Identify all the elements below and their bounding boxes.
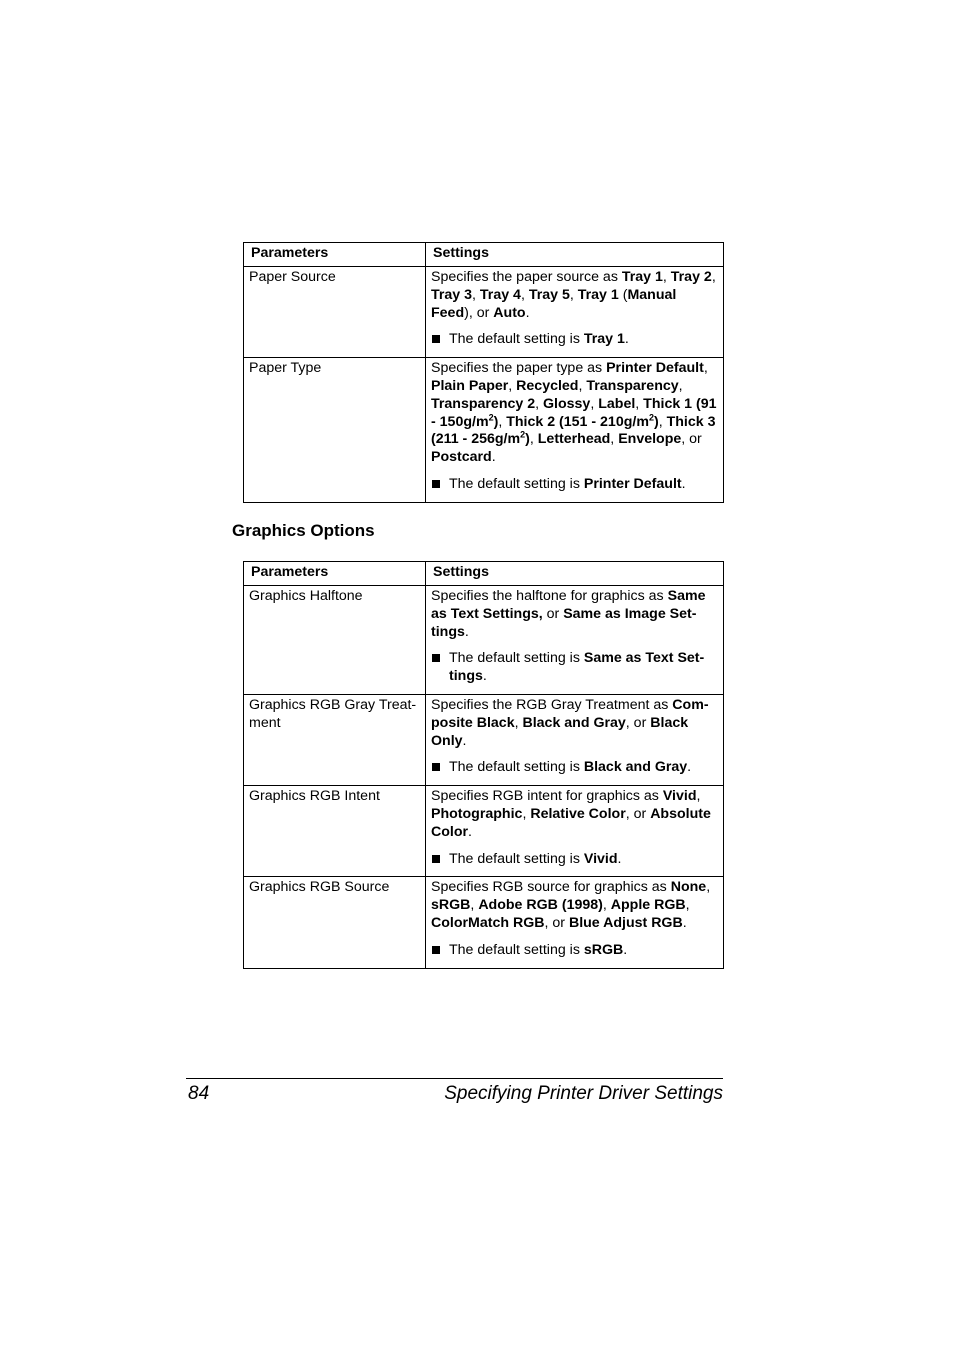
parameter-cell: Graphics RGB Intent — [244, 786, 426, 877]
text-run: , — [590, 395, 599, 412]
text-run: . — [525, 304, 530, 321]
bold-text: Letterhead — [537, 431, 611, 448]
bold-text: Blue Adjust RGB — [568, 914, 683, 931]
default-value: Black and Gray — [583, 759, 688, 776]
graphics-options-table — [243, 561, 724, 969]
bold-text: Tray 4 — [479, 286, 521, 303]
chapter-title: Specifying Printer Driver Settings — [444, 1083, 723, 1104]
column-header-settings: Settings — [426, 562, 724, 586]
bold-text: Thick 1 (91 - 150g/m — [431, 395, 717, 430]
settings-cell — [426, 586, 724, 695]
bold-text: Manual Feed — [431, 286, 677, 321]
column-header-settings: Settings — [426, 243, 724, 267]
parameter-cell: Graphics RGB Source — [244, 877, 426, 968]
text-run: . — [464, 623, 469, 640]
default-setting-note: The default setting is Same as Text Set-tings. — [431, 650, 717, 686]
default-value: Vivid — [583, 850, 618, 867]
bold-text: Com-posite Black — [431, 696, 709, 731]
bold-text: Absolute Color — [431, 805, 711, 840]
settings-cell — [426, 358, 724, 503]
bold-text: ) — [493, 413, 499, 430]
bold-text: Photographic — [431, 805, 523, 822]
parameter-cell: Paper Type — [244, 358, 426, 503]
text-run: , — [703, 360, 708, 377]
superscript-text: 2 — [488, 411, 494, 422]
bold-text: ColorMatch RGB — [431, 914, 545, 931]
settings-cell — [426, 267, 724, 358]
text-run: , — [678, 377, 683, 394]
default-value: Tray 1 — [583, 331, 625, 348]
text-run: , — [685, 897, 690, 914]
settings-cell — [426, 786, 724, 877]
text-run: Specifies the RGB Gray Treatment as — [431, 696, 673, 713]
column-header-parameters: Parameters — [244, 243, 426, 267]
superscript-text: 2 — [520, 429, 526, 440]
page-number: 84 — [188, 1083, 210, 1104]
bold-text: Printer Default — [606, 360, 704, 377]
default-setting-note: The default setting is sRGB. — [431, 942, 717, 960]
bold-text: Postcard — [431, 449, 492, 466]
text-run: , or — [625, 714, 651, 731]
text-run: Specifies the paper source as — [431, 269, 622, 285]
section-heading: Graphics Options — [232, 521, 375, 540]
setting-description — [431, 360, 717, 467]
text-run: , — [472, 286, 480, 303]
table-header-row — [244, 243, 724, 267]
table-header-row — [244, 562, 724, 586]
text-run: , — [508, 377, 517, 394]
bold-text: None — [670, 879, 707, 896]
text-run: , — [569, 286, 578, 303]
settings-cell — [426, 694, 724, 785]
settings-cell — [426, 877, 724, 968]
table-row — [244, 267, 724, 358]
bold-text: Adobe RGB (1998) — [478, 897, 603, 914]
text-run: , — [520, 286, 529, 303]
bold-text: Black and Gray — [522, 714, 626, 731]
text-run: or — [542, 605, 564, 622]
default-setting-note: The default setting is Tray 1. — [431, 331, 717, 349]
table-row — [244, 877, 724, 968]
text-run: , — [529, 431, 538, 448]
bold-text: Same as Image Set-tings — [431, 605, 697, 640]
bold-text: Envelope — [618, 431, 682, 448]
footer-rule — [186, 1078, 723, 1079]
text-run: , — [498, 413, 507, 430]
setting-description — [431, 788, 717, 841]
parameter-cell: Graphics Halftone — [244, 586, 426, 695]
bold-text: Same as Text Settings, — [431, 588, 706, 622]
text-run: , — [711, 269, 716, 285]
bullet-icon — [432, 335, 440, 343]
bold-text: Plain Paper — [431, 377, 509, 394]
bold-text: Tray 1 — [577, 286, 619, 303]
paper-settings-table — [243, 242, 724, 503]
table-row — [244, 358, 724, 503]
bold-text: Apple RGB — [610, 897, 686, 914]
text-run: , or — [681, 431, 702, 448]
text-run: , — [658, 413, 667, 430]
default-value: Same as Text Set-tings — [449, 650, 705, 685]
bullet-icon — [432, 480, 440, 488]
text-run: ), or — [464, 304, 494, 321]
default-note-prefix: The default setting is — [449, 850, 584, 867]
bold-text: ) — [653, 413, 659, 430]
text-run: Specifies the halftone for graphics as — [431, 588, 668, 604]
superscript-text: 2 — [648, 411, 654, 422]
bold-text: ) — [525, 431, 530, 448]
text-run: , — [602, 897, 611, 914]
default-note-prefix: The default setting is — [449, 475, 584, 492]
setting-description — [431, 879, 717, 932]
text-run: . — [491, 449, 496, 466]
bullet-icon — [432, 855, 440, 863]
text-run: Specifies RGB intent for graphics as — [431, 788, 663, 805]
bold-text: Tray 1 — [621, 269, 663, 285]
bullet-icon — [432, 946, 440, 954]
text-run: Specifies RGB source for graphics as — [431, 879, 671, 896]
bold-text: Label — [598, 395, 636, 412]
text-run: . — [468, 823, 472, 840]
text-run: , — [706, 879, 711, 896]
text-run: , or — [544, 914, 569, 931]
bold-text: Thick 3 (211 - 256g/m — [431, 413, 716, 448]
setting-description — [431, 269, 717, 322]
text-run: , — [514, 714, 523, 731]
bold-text: Tray 5 — [528, 286, 570, 303]
text-run: , — [578, 377, 587, 394]
default-note-prefix: The default setting is — [449, 759, 584, 776]
default-setting-note: The default setting is Printer Default. — [431, 476, 717, 494]
bold-text: Transparency 2 — [431, 395, 536, 412]
bold-text: Vivid — [662, 788, 697, 805]
bold-text: Glossy — [543, 395, 591, 412]
bold-text: Thick 2 (151 - 210g/m — [506, 413, 649, 430]
default-value: Printer Default — [583, 475, 682, 492]
bold-text: Transparency — [586, 377, 679, 394]
text-run: . — [462, 732, 467, 749]
column-header-parameters: Parameters — [244, 562, 426, 586]
text-run: Specifies the paper type as — [431, 360, 607, 377]
setting-description — [431, 588, 717, 641]
table-row — [244, 786, 724, 877]
bold-text: sRGB — [431, 897, 471, 914]
setting-description — [431, 697, 717, 750]
text-run: , — [610, 431, 619, 448]
text-run: , — [635, 395, 644, 412]
bullet-icon — [432, 654, 440, 662]
parameter-cell: Paper Source — [244, 267, 426, 358]
text-run: . — [682, 914, 687, 931]
bold-text: Tray 3 — [431, 286, 473, 303]
text-run: , — [662, 269, 671, 285]
parameter-cell: Graphics RGB Gray Treat-ment — [244, 694, 426, 785]
default-value: sRGB — [583, 941, 624, 958]
default-note-prefix: The default setting is — [449, 650, 584, 667]
default-setting-note: The default setting is Vivid. — [431, 851, 717, 869]
default-note-prefix: The default setting is — [449, 331, 584, 348]
text-run: , — [696, 788, 701, 805]
default-note-prefix: The default setting is — [449, 941, 584, 958]
bold-text: Black Only — [431, 714, 689, 749]
bold-text: Recycled — [516, 377, 579, 394]
bold-text: Tray 2 — [670, 269, 712, 285]
bold-text: Auto — [493, 304, 526, 321]
table-row — [244, 694, 724, 785]
bold-text: Relative Color — [530, 805, 626, 822]
text-run: , — [535, 395, 543, 412]
text-run: ( — [618, 286, 628, 303]
text-run: , — [522, 805, 531, 822]
text-run: , or — [625, 805, 651, 822]
text-run: , — [470, 897, 479, 914]
table-row — [244, 586, 724, 695]
default-setting-note: The default setting is Black and Gray. — [431, 759, 717, 777]
bullet-icon — [432, 763, 440, 771]
